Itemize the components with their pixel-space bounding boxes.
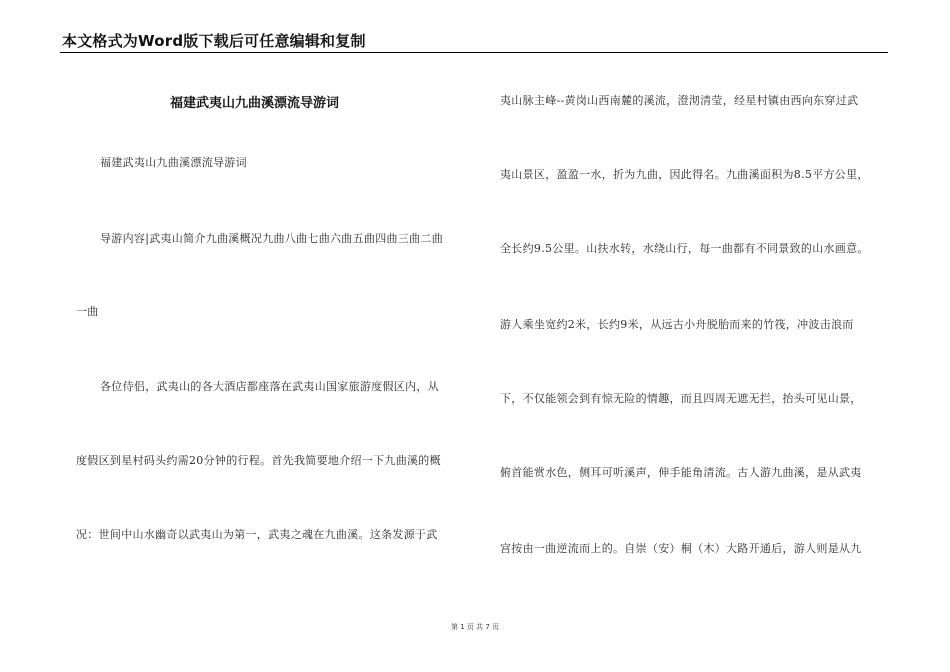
body-line-right-5: 下，不仅能领会到有惊无险的情趣，而且四周无遮无拦，抬头可见山景， <box>500 392 862 405</box>
body-line-right-7: 宫按由一曲逆流而上的。自崇（安）桐（木）大路开通后，游人则是从九 <box>500 542 862 555</box>
page-number: 第 1 页 共 7 页 <box>450 623 500 631</box>
document-title: 福建武夷山九曲溪漂流导游词 <box>170 96 340 111</box>
body-line-left-2: 导游内容|武夷山简介九曲溪概况九曲八曲七曲六曲五曲四曲三曲二曲 <box>100 232 444 245</box>
body-line-right-1: 夷山脉主峰--黄岗山西南麓的溪流，澄沏清莹，经星村镇由西向东穿过武 <box>500 94 859 107</box>
body-line-right-3: 全长约9.5公里。山扶水转，水绕山行，每一曲都有不同景致的山水画意。 <box>500 242 869 255</box>
header-divider <box>60 52 888 53</box>
body-line-right-2: 夷山景区，盈盈一水，折为九曲，因此得名。九曲溪面积为8.5平方公里， <box>500 168 869 181</box>
body-line-left-5: 度假区到星村码头约需20分钟的行程。首先我简要地介绍一下九曲溪的概 <box>76 454 441 467</box>
document-header: 本文格式为Word版下载后可任意编辑和复制 <box>62 32 366 50</box>
body-line-left-6: 况：世间中山水幽奇以武夷山为第一，武夷之魂在九曲溪。这条发源于武 <box>76 528 438 541</box>
body-line-left-3: 一曲 <box>76 305 99 318</box>
body-line-right-4: 游人乘坐宽约2米，长约9米，从远古小舟脱胎而来的竹筏，冲波击浪而 <box>500 318 854 331</box>
body-line-left-1: 福建武夷山九曲溪漂流导游词 <box>100 156 247 169</box>
body-line-left-4: 各位侍侣，武夷山的各大酒店都座落在武夷山国家旅游度假区内，从 <box>100 380 439 393</box>
body-line-right-6: 俯首能赏水色，侧耳可听溪声，伸手能角清流。古人游九曲溪，是从武夷 <box>500 466 862 479</box>
